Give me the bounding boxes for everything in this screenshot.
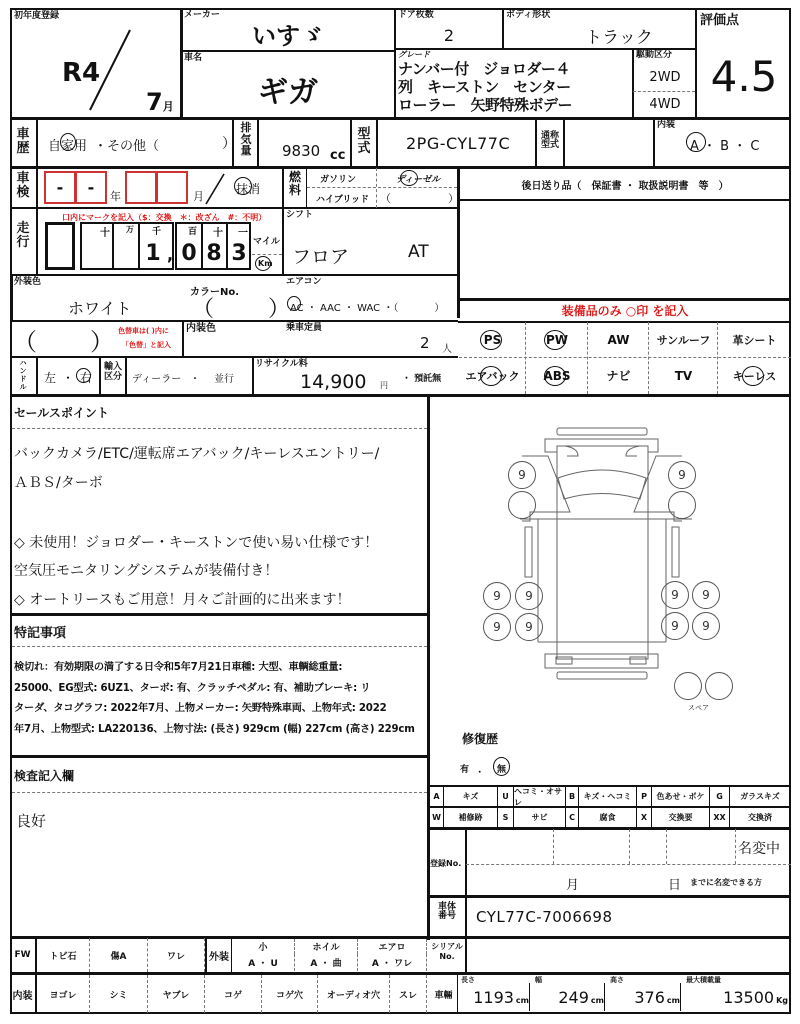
circle-mark-icon <box>480 330 502 350</box>
displacement-label: 排気量 <box>240 121 252 158</box>
interior-color-label: 内装色 <box>186 323 216 334</box>
dimension-width <box>533 983 605 1011</box>
body-label: ボディ形状 <box>506 10 551 20</box>
color-change-note-2: 「色替」と記入 <box>122 341 171 349</box>
exterior-item-options[interactable]: A ・ U <box>232 954 295 971</box>
mileage-box-extra[interactable] <box>45 222 75 270</box>
mileage-mile: マイル <box>253 237 280 247</box>
handle-left: 左 <box>44 371 57 385</box>
color-change-open: （ <box>13 328 37 356</box>
repair-no: 無 <box>497 762 506 775</box>
notes-line: ターダ、タコグラフ: 2022年7月、上物メーカー: 矢野特殊車両、上物年式: 2022 <box>14 703 387 714</box>
spare-label: スペア <box>688 704 709 712</box>
legend-code: C <box>566 808 579 827</box>
spare-tire-1[interactable] <box>674 672 702 700</box>
fw-label: FW <box>10 938 37 972</box>
dimension-value: 249 <box>558 987 589 1007</box>
doors-value: 2 <box>443 25 455 45</box>
equipment-tv[interactable] <box>649 358 718 393</box>
handle-sep: ・ <box>62 371 75 385</box>
fuel-other-close: ） <box>448 192 459 205</box>
mileage-km: Km <box>258 259 273 268</box>
legend-code: S <box>498 808 514 827</box>
maker-value: いすゞ <box>252 21 324 50</box>
interior-damage-item[interactable]: コゲ穴 <box>262 975 318 1013</box>
dimension-unit: cm <box>590 995 604 1005</box>
fw-item[interactable]: ワレ <box>148 938 205 972</box>
registration-deadline: までに名変できる方 <box>690 878 762 887</box>
legend-desc: 色あせ・ボケ <box>652 787 710 806</box>
fw-item[interactable]: トビ石 <box>37 938 90 972</box>
body-value: トラック <box>585 27 653 48</box>
digit-label-1: 十 <box>100 228 110 239</box>
tire-front-right-1[interactable]: 9 <box>668 461 696 489</box>
model-label: 型式 <box>357 127 371 156</box>
legend-desc: 腐食 <box>579 808 637 827</box>
import-dealer: ディーラー <box>132 374 182 385</box>
legend-code: X <box>637 808 652 827</box>
sales-line: ◇ 未使用！ジョロダー・キーストンで使い易い仕様です！ <box>14 535 379 551</box>
inspection-month-box-1[interactable] <box>125 171 157 204</box>
dimension-load <box>684 983 788 1011</box>
import-label: 輸入区分 <box>103 362 122 383</box>
dimension-length <box>459 983 530 1011</box>
car-name-label: 車名 <box>184 53 203 63</box>
equipment-label: サンルーフ <box>656 333 711 347</box>
shift-type: フロア <box>292 246 350 268</box>
fuel-label: 燃料 <box>288 170 301 197</box>
digit-label-2: 万 <box>126 225 134 234</box>
dimension-value: 13500 <box>723 987 775 1007</box>
color-change-note-1: 色替車は( )内に <box>118 327 169 335</box>
first-reg-month: 7月 <box>146 88 174 116</box>
import-parallel: 並行 <box>214 374 234 385</box>
color-no-close: ） <box>268 297 291 322</box>
dimension-height <box>608 983 681 1011</box>
exterior-item-options[interactable]: A ・ ワレ <box>358 954 427 971</box>
dimension-unit: cm <box>515 995 529 1005</box>
sales-line: ◇ オートリースもご用意！月々ご計画的に出来ます！ <box>14 592 351 608</box>
fuel-gasoline: ガソリン <box>320 175 357 185</box>
registration-label: 登録No. <box>430 859 462 868</box>
chassis-label: 車体番号 <box>437 902 456 922</box>
inspection-month-box-2[interactable] <box>156 171 188 204</box>
exterior-color: ホワイト <box>68 299 132 318</box>
handle-label: ハンドル <box>19 359 27 391</box>
equipment-革シート[interactable] <box>718 322 791 357</box>
equipment-label: ナビ <box>606 369 631 383</box>
exterior-label: 外装 <box>205 938 232 972</box>
dimension-label: 長さ <box>461 976 475 984</box>
grade-line-1: ナンバー付 ジョロダー４ <box>398 61 570 78</box>
legend-desc: 交換要 <box>652 808 710 827</box>
inspection-slash <box>204 172 226 206</box>
tire-front-left-1[interactable]: 9 <box>508 461 536 489</box>
interior-grades: A ・ B ・ C <box>690 135 759 154</box>
drive-4wd: 4WD <box>649 97 681 112</box>
equipment-ps[interactable] <box>459 322 526 357</box>
mileage-digit-1[interactable] <box>82 238 112 268</box>
tire-rear-right-outer-2[interactable]: 9 <box>692 612 720 640</box>
tire-front-right-2[interactable] <box>668 491 696 519</box>
dimension-label: 幅 <box>535 976 542 984</box>
legend-code: P <box>637 787 652 806</box>
name-change-label: 名変中 <box>738 841 780 857</box>
equipment-header: 装備品のみ ○印 を記入 <box>561 303 689 318</box>
equipment-pw[interactable] <box>526 322 588 357</box>
equipment-label: AW <box>607 332 630 347</box>
interior-damage-item[interactable]: ヤブレ <box>148 975 205 1013</box>
tire-rear-left-inner-1[interactable]: 9 <box>515 582 543 610</box>
score-label: 評価点 <box>700 13 740 28</box>
circle-mark-icon <box>480 366 502 386</box>
mileage-comma: , <box>167 245 174 264</box>
model-value: 2PG-CYL77C <box>406 134 511 153</box>
inspection-month-unit: 月 <box>193 190 204 203</box>
exterior-item-label: ホイル <box>295 939 358 954</box>
inspection-label: 車検 <box>16 171 30 200</box>
mileage-digit-5[interactable]: 8 <box>206 240 222 266</box>
mileage-digit-3[interactable]: 1 <box>145 240 161 266</box>
equipment-aw[interactable] <box>588 322 649 357</box>
capacity-value: 2 <box>420 334 430 352</box>
legend-code: A <box>430 787 444 806</box>
fuel-other-open: （ <box>380 192 391 205</box>
first-reg-label: 初年度登録 <box>14 11 60 21</box>
dimension-unit: Kg <box>776 995 788 1005</box>
check-title: 検査記入欄 <box>14 769 75 783</box>
tire-rear-right-outer-1[interactable]: 9 <box>692 581 720 609</box>
tire-front-left-2[interactable] <box>508 491 536 519</box>
circle-mark-icon <box>544 366 566 386</box>
fw-item[interactable]: 傷A <box>90 938 148 972</box>
digit-label-3: 千 <box>152 227 162 237</box>
equipment-label: ABS <box>543 368 571 383</box>
spare-tire-2[interactable] <box>705 672 733 700</box>
sales-line: 空気圧モニタリングシステムが装備付き！ <box>14 563 279 579</box>
displacement-unit: cc <box>330 148 346 163</box>
legend-desc: ヘコミ・オサレ <box>514 787 566 806</box>
truck-diagram <box>430 396 790 716</box>
car-name-value: ギガ <box>258 75 318 110</box>
equipment-label: PW <box>545 332 569 347</box>
recycle-value: 14,900 <box>300 371 367 393</box>
drive-label: 駆動区分 <box>636 50 673 60</box>
legend-code: U <box>498 787 514 806</box>
inspection-cancelled: 抹消 <box>236 180 260 197</box>
legend-code: B <box>566 787 579 806</box>
interior-damage-item[interactable]: オーディオ穴 <box>318 975 390 1013</box>
sales-title: セールスポイント <box>14 406 109 420</box>
score-value: 4.5 <box>710 51 778 101</box>
later-documents-label: 後日送り品（ 保証書 ・ 取扱説明書 等 ） <box>521 181 729 192</box>
exterior-item-label: エアロ <box>358 939 427 954</box>
legend-desc: 補修跡 <box>444 808 498 827</box>
capacity-label: 乗車定員 <box>286 323 323 333</box>
equipment-キーレス[interactable] <box>718 358 791 393</box>
repair-sep: ． <box>478 762 489 775</box>
circle-mark-icon <box>544 330 569 350</box>
dimension-value: 376 <box>634 987 665 1007</box>
equipment-ナビ[interactable] <box>588 358 649 393</box>
sales-line: バックカメラ/ETC/運転席エアバック/キーレスエントリー/ <box>14 446 380 462</box>
repair-yes: 有 <box>460 765 470 775</box>
color-no-open: （ <box>192 297 215 322</box>
tire-rear-right-inner-2[interactable]: 9 <box>661 612 689 640</box>
first-reg-year: R4 <box>62 58 101 88</box>
fuel-diesel: ディーゼル <box>396 172 440 185</box>
circle-mark-icon <box>742 366 764 386</box>
grade-line-2: 列 キーストン センター <box>398 79 571 96</box>
dimension-label: 最大積載量 <box>686 976 721 984</box>
interior-damage-item[interactable]: ヨゴレ <box>37 975 90 1013</box>
import-sep: ・ <box>190 374 200 385</box>
history-close: ） <box>222 136 236 152</box>
fuel-hybrid: ハイブリッド <box>316 195 370 205</box>
equipment-エアバック[interactable] <box>459 358 526 393</box>
tire-rear-left-outer-2[interactable]: 9 <box>483 613 511 641</box>
inspection-year-unit: 年 <box>110 190 121 203</box>
equipment-サンルーフ[interactable] <box>649 322 718 357</box>
exterior-color-label: 外装色 <box>14 277 42 287</box>
dimensions-label: 車輛 <box>430 975 458 1013</box>
history-label: 車歴 <box>16 127 30 156</box>
handle-right: 右 <box>80 369 92 386</box>
tire-rear-right-inner-1[interactable]: 9 <box>661 581 689 609</box>
legend-desc: 交換済 <box>730 808 791 827</box>
legend-desc: サビ <box>514 808 566 827</box>
equipment-label: エアバック <box>465 369 520 383</box>
notes-line: 検切れ：有効期限の満了する日令和5年7月21日車種: 大型、車輌総重量: <box>14 662 343 673</box>
registration-month: 月 <box>566 878 580 893</box>
dimension-label: 高さ <box>610 976 624 984</box>
color-change-close: ） <box>90 328 114 356</box>
shift-label: シフト <box>286 210 314 220</box>
tire-rear-left-inner-2[interactable]: 9 <box>515 613 543 641</box>
serial-label: シリアルNo. <box>431 942 463 962</box>
interior-damage-item[interactable]: スレ <box>390 975 427 1013</box>
mileage-digit-6[interactable]: 3 <box>231 240 247 266</box>
registration-day: 日 <box>668 878 682 893</box>
recycle-label: リサイクル料 <box>255 359 308 369</box>
legend-desc: キズ・ヘコミ <box>579 787 637 806</box>
grade-label: グレード <box>398 50 430 59</box>
grade-line-3: ローラー 矢野特殊ボデー <box>398 97 573 114</box>
legend-desc: キズ <box>444 787 498 806</box>
maker-label: メーカー <box>184 10 220 20</box>
exterior-item-options[interactable]: A ・ 曲 <box>295 954 358 971</box>
interior-damage-item[interactable]: コゲ <box>205 975 262 1013</box>
inspection-dash-2: - <box>87 178 95 197</box>
equipment-label: TV <box>674 368 693 383</box>
sales-line: ＡＢＳ/ターボ <box>14 475 103 491</box>
legend-desc: ガラスキズ <box>730 787 791 806</box>
recycle-deposit: ・ 預託無 <box>402 374 442 384</box>
legend-code: XX <box>710 808 730 827</box>
equipment-label: キーレス <box>732 369 777 383</box>
dimension-unit: cm <box>666 995 680 1005</box>
interior-label: 内装 <box>657 120 676 130</box>
recycle-yen: 円 <box>380 381 388 390</box>
interior-damage-item[interactable]: シミ <box>90 975 148 1013</box>
legend-code: G <box>710 787 730 806</box>
legend-code: W <box>430 808 444 827</box>
interior-damage-label: 内装 <box>10 975 37 1013</box>
displacement-value: 9830 <box>282 142 321 160</box>
aircon-label: エアコン <box>286 277 322 287</box>
digit-label-4: 百 <box>188 227 198 237</box>
mileage-label: 走行 <box>16 221 30 250</box>
digit-label-6: 一 <box>238 228 248 239</box>
notes-line: 年7月、上物型式: LA220136、上物寸法: (長さ) 929cm (幅) 227cm (高さ) 229cm <box>14 723 415 735</box>
exterior-item-label: 小 <box>232 939 295 954</box>
equipment-label: PS <box>483 332 502 347</box>
color-no-label: カラーNo. <box>190 287 240 298</box>
inspection-dash-1: - <box>56 178 64 197</box>
check-value: 良好 <box>16 812 47 830</box>
mileage-digit-2[interactable] <box>113 238 138 268</box>
transmission: AT <box>408 242 429 262</box>
history-private: 自家用 <box>48 135 87 154</box>
digit-label-5: 十 <box>213 228 223 239</box>
common-model-label: 通称型式 <box>540 131 559 151</box>
equipment-label: 革シート <box>732 333 777 347</box>
equipment-abs[interactable] <box>526 358 588 393</box>
notes-line: 25000、EG型式: 6UZ1、ターボ: 有、クラッチペダル: 有、補助ブレーキ: リ <box>14 682 371 694</box>
dimension-value: 1193 <box>473 987 514 1007</box>
aircon-options: AC ・ AAC ・ WAC ・（ ） <box>290 299 444 314</box>
history-other: ・その他（ <box>94 139 160 154</box>
tire-rear-left-outer-1[interactable]: 9 <box>483 582 511 610</box>
capacity-unit: 人 <box>442 344 452 355</box>
doors-label: ドア枚数 <box>398 10 434 20</box>
drive-2wd: 2WD <box>649 69 681 85</box>
repair-history-label: 修復歴 <box>462 732 499 746</box>
chassis-number: CYL77C-7006698 <box>476 908 613 926</box>
mileage-digit-4[interactable]: 0 <box>181 240 197 266</box>
notes-title: 特記事項 <box>14 626 67 641</box>
mileage-note: 口内にマークを記入（$：交換 ＊：改ざん #：不明） <box>62 213 267 222</box>
